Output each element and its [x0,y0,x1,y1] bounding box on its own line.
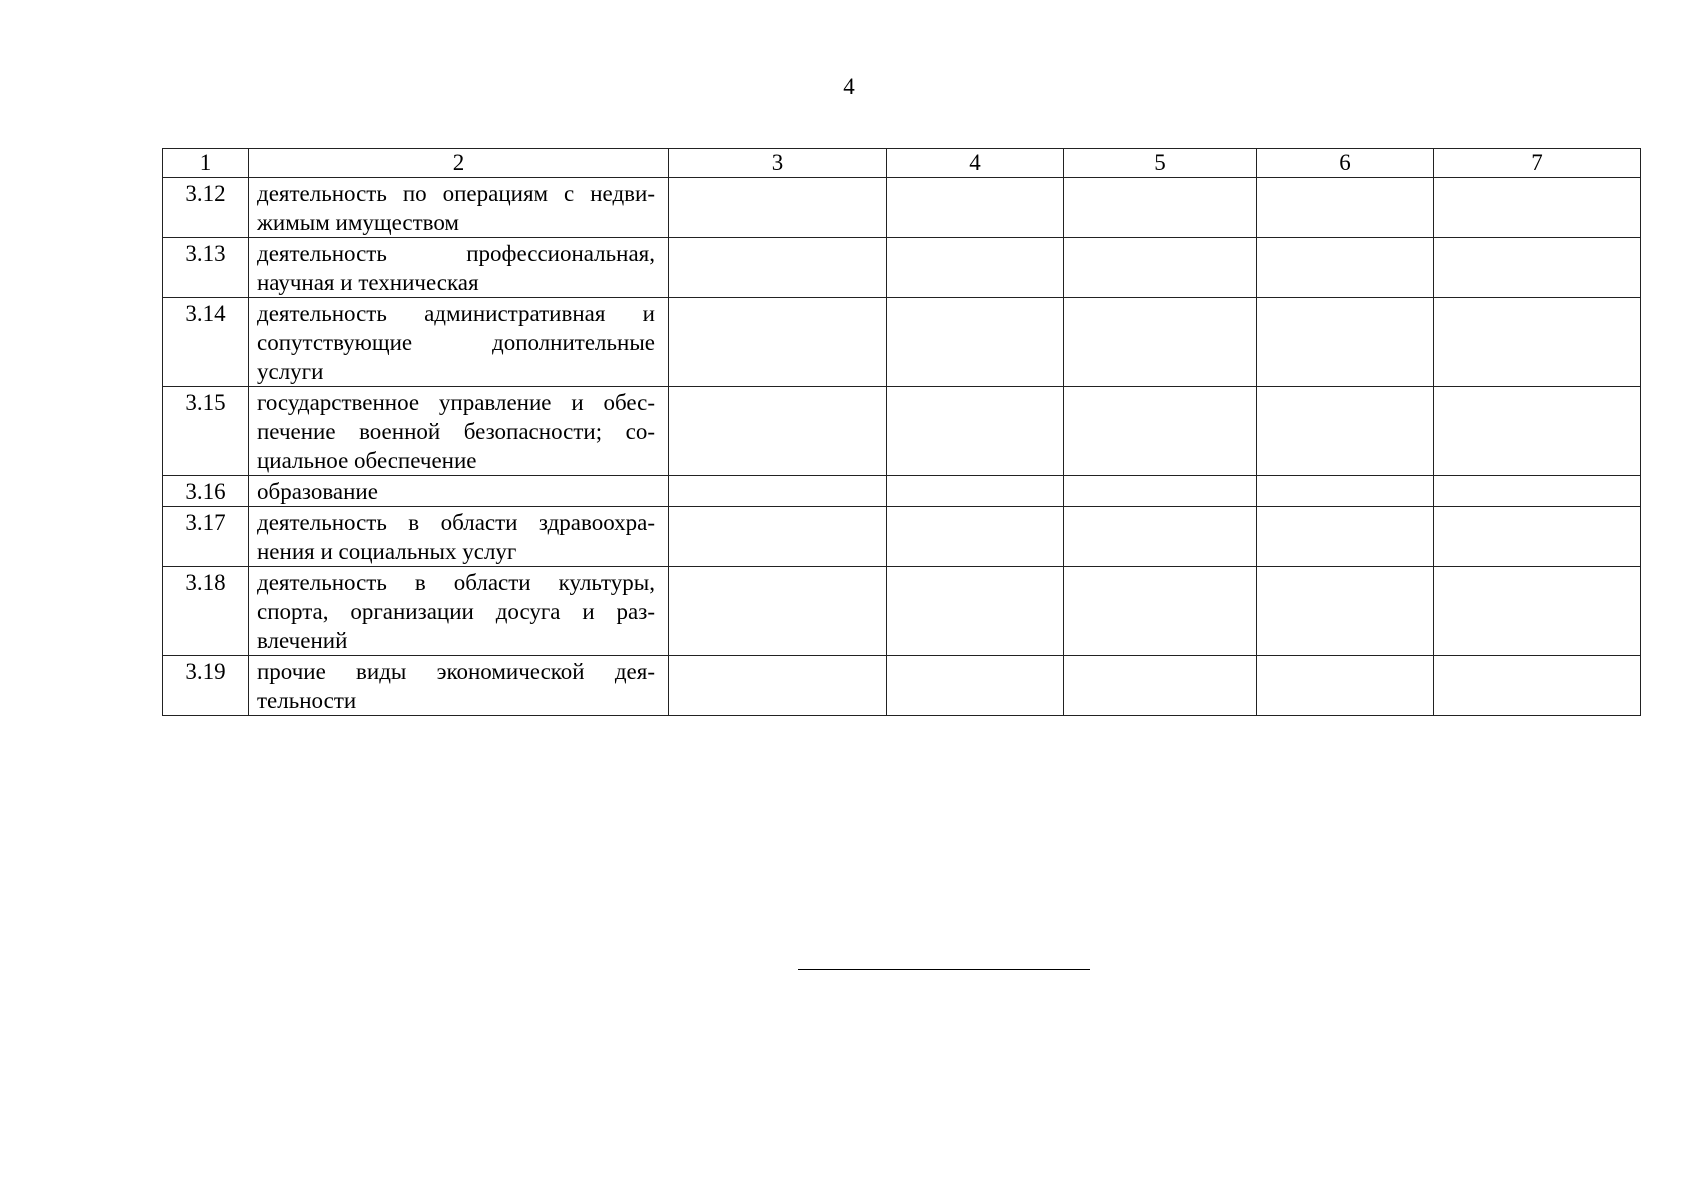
activity-name-cell [249,387,669,476]
empty-cell-col-4 [887,656,1064,716]
empty-cell-col-7 [1434,567,1641,656]
activity-name-cell [249,298,669,387]
activity-name-cell [249,238,669,298]
empty-cell-col-6 [1257,238,1434,298]
empty-cell-col-4 [887,387,1064,476]
empty-cell-col-3 [669,567,887,656]
empty-cell-col-5 [1064,476,1257,507]
empty-cell-col-7 [1434,238,1641,298]
activity-name-cell [249,567,669,656]
empty-cell-col-6 [1257,476,1434,507]
activity-name-line: услуги [257,359,324,384]
column-number-1: 1 [163,149,249,178]
empty-cell-col-6 [1257,387,1434,476]
empty-cell-col-5 [1064,656,1257,716]
empty-cell-col-5 [1064,507,1257,567]
empty-cell-col-6 [1257,298,1434,387]
empty-cell-col-6 [1257,567,1434,656]
row-code: 3.13 [163,238,249,298]
row-code: 3.14 [163,298,249,387]
empty-cell-col-6 [1257,178,1434,238]
activity-name-line: деятельность административная и [257,301,655,326]
empty-cell-col-3 [669,238,887,298]
empty-cell-col-5 [1064,298,1257,387]
empty-cell-col-4 [887,178,1064,238]
column-number-3: 3 [669,149,887,178]
column-number-2: 2 [249,149,669,178]
empty-cell-col-4 [887,476,1064,507]
activity-name-line: научная и техническая [257,270,479,295]
activity-name-line: образование [257,479,378,504]
activity-name-line: тельности [257,688,357,713]
activity-name-line: деятельность по операциям с недви- [257,181,655,206]
activity-name-line: деятельность в области здравоохра- [257,510,655,535]
activity-name-line: жимым имуществом [257,210,459,235]
activity-name-cell [249,178,669,238]
empty-cell-col-3 [669,507,887,567]
empty-cell-col-4 [887,507,1064,567]
empty-cell-col-7 [1434,507,1641,567]
activity-name-line: спорта, организации досуга и раз- [257,599,655,624]
empty-cell-col-7 [1434,298,1641,387]
empty-cell-col-3 [669,298,887,387]
column-number-6: 6 [1257,149,1434,178]
row-code: 3.18 [163,567,249,656]
activity-name-line: деятельность профессиональная, [257,241,655,266]
table-row [163,387,1641,476]
table-row [163,298,1641,387]
activity-name-cell [249,656,669,716]
empty-cell-col-4 [887,238,1064,298]
empty-cell-col-7 [1434,387,1641,476]
row-code: 3.19 [163,656,249,716]
row-code: 3.17 [163,507,249,567]
row-code: 3.12 [163,178,249,238]
table-row [163,178,1641,238]
column-number-7: 7 [1434,149,1641,178]
table-row [163,476,1641,507]
empty-cell-col-5 [1064,387,1257,476]
empty-cell-col-5 [1064,567,1257,656]
table-header-row [163,149,1641,178]
empty-cell-col-6 [1257,507,1434,567]
table-row [163,238,1641,298]
empty-cell-col-3 [669,476,887,507]
activity-name-line: государственное управление и обес- [257,390,655,415]
empty-cell-col-3 [669,656,887,716]
empty-cell-col-6 [1257,656,1434,716]
table-row [163,656,1641,716]
activity-name-line: циальное обеспечение [257,448,477,473]
empty-cell-col-7 [1434,476,1641,507]
empty-cell-col-7 [1434,656,1641,716]
activity-name-cell [249,507,669,567]
activity-name-line: влечений [257,628,348,653]
activity-name-line: сопутствующие дополнительные [257,330,655,355]
empty-cell-col-3 [669,178,887,238]
empty-cell-col-3 [669,387,887,476]
activity-name-line: прочие виды экономической дея- [257,659,655,684]
empty-cell-col-7 [1434,178,1641,238]
table-row [163,567,1641,656]
row-code: 3.16 [163,476,249,507]
column-number-5: 5 [1064,149,1257,178]
column-number-4: 4 [887,149,1064,178]
page-number: 4 [843,74,855,99]
activity-name-cell [249,476,669,507]
empty-cell-col-5 [1064,178,1257,238]
activity-name-line: печение военной безопасности; со- [257,419,655,444]
activity-table [162,148,1641,716]
empty-cell-col-5 [1064,238,1257,298]
row-code: 3.15 [163,387,249,476]
empty-cell-col-4 [887,298,1064,387]
activity-name-line: деятельность в области культуры, [257,570,655,595]
closing-rule [798,969,1090,970]
activity-name-line: нения и социальных услуг [257,539,517,564]
table-row [163,507,1641,567]
empty-cell-col-4 [887,567,1064,656]
